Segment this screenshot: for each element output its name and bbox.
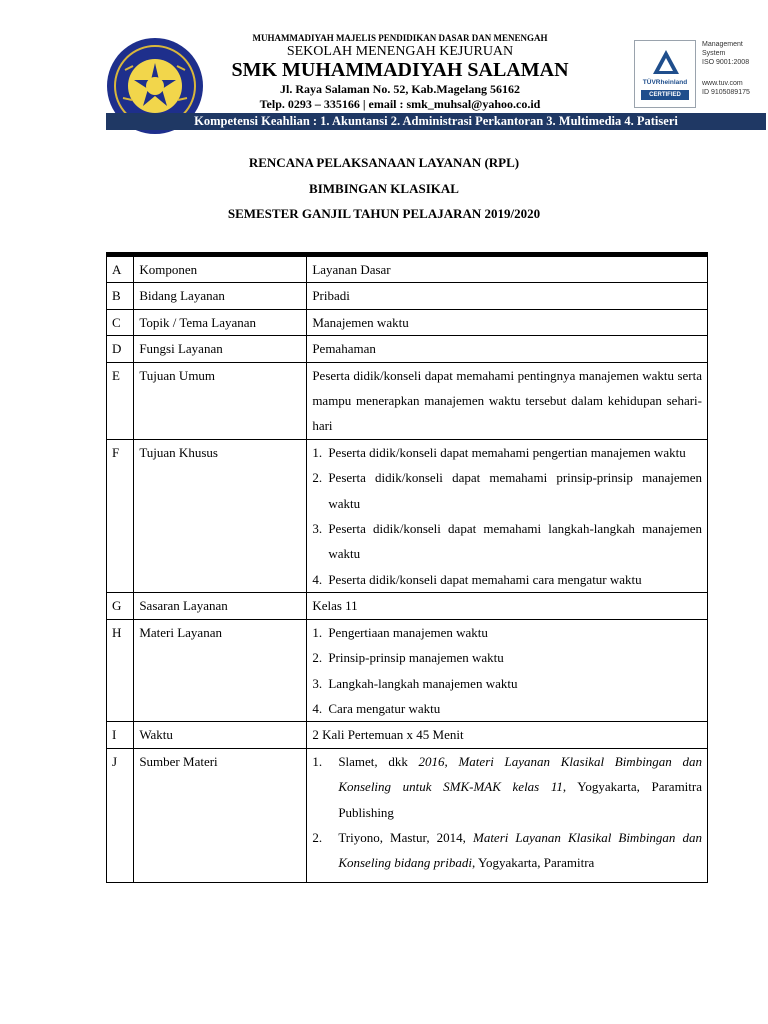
item-text: Peserta didik/konseli dapat memahami pengertian manajemen waktu	[328, 444, 686, 460]
list-item	[312, 567, 702, 592]
cert-line: System	[702, 50, 726, 57]
list-item	[312, 516, 702, 567]
source-item	[312, 749, 702, 825]
school-name: SMK MUHAMMADIYAH SALAMAN	[231, 59, 569, 81]
iso-certificate-badge	[634, 40, 766, 108]
item-number: 2.	[312, 829, 323, 845]
table-row	[107, 439, 708, 592]
row-label: Tujuan Umum	[134, 362, 307, 439]
list-item	[312, 696, 702, 721]
school-type: SEKOLAH MENENGAH KEJURUAN	[286, 44, 514, 59]
row-label: Sasaran Layanan	[134, 593, 307, 619]
document-subtitle: BIMBINGAN KLASIKAL	[309, 181, 459, 196]
row-code: G	[107, 593, 134, 619]
source-publisher: , Yogyakarta, Paramitra	[471, 855, 595, 871]
list-item	[312, 671, 702, 696]
objective-list	[312, 440, 702, 592]
item-text: Peserta didik/konseli dapat memahami cara mengatur waktu	[328, 571, 642, 587]
item-text: Pengertiaan manajemen waktu	[328, 624, 488, 640]
row-code: I	[107, 722, 134, 748]
item-number: 2.	[312, 650, 323, 666]
cert-line: Management	[702, 41, 743, 48]
plan-table	[106, 256, 708, 883]
row-code: E	[107, 362, 134, 439]
table-row	[107, 722, 708, 748]
row-label: Materi Layanan	[134, 619, 307, 722]
source-author: Slamet, dkk	[338, 753, 419, 769]
tuv-mark	[634, 40, 696, 108]
row-label: Sumber Materi	[134, 748, 307, 882]
row-value: Peserta didik/konseli dapat memahami pentingnya manajemen waktu serta mampu menerapkan manajemen waktu tersebut dalam kehidupan sehari-hari	[307, 362, 708, 439]
row-label: Tujuan Khusus	[134, 439, 307, 592]
table-row	[107, 362, 708, 439]
material-list	[312, 620, 702, 722]
document-title: RENCANA PELAKSANAAN LAYANAN (RPL)	[248, 155, 520, 170]
source-list	[312, 749, 702, 876]
row-code: C	[107, 309, 134, 335]
item-number: 2.	[312, 470, 323, 486]
row-code: H	[107, 619, 134, 722]
source-author: Triyono, Mastur, 2014,	[338, 829, 473, 845]
row-code: F	[107, 439, 134, 592]
cert-brand: TÜVRheinland	[642, 79, 688, 86]
table-row	[107, 283, 708, 309]
item-number: 1.	[312, 444, 323, 460]
item-number: 3.	[312, 675, 323, 691]
document-semester: SEMESTER GANJIL TAHUN PELAJARAN 2019/2020	[227, 206, 541, 221]
row-code: B	[107, 283, 134, 309]
table-row	[107, 593, 708, 619]
row-value: Pribadi	[307, 283, 708, 309]
row-value: Kelas 11	[307, 593, 708, 619]
row-value: Layanan Dasar	[307, 257, 708, 283]
row-label: Waktu	[134, 722, 307, 748]
row-label: Komponen	[134, 257, 307, 283]
item-text: Langkah-langkah manajemen waktu	[328, 675, 518, 691]
list-item	[312, 620, 702, 645]
cert-footer: ID 9105089175	[702, 89, 750, 96]
table-row	[107, 336, 708, 362]
item-number: 4.	[312, 700, 323, 716]
source-title: 2016, Materi Layanan Klasikal Bimbingan dan Konseling untuk SMK-MAK kelas 11	[338, 753, 702, 795]
item-number: 4.	[312, 571, 323, 587]
cert-line: ISO 9001:2008	[702, 59, 750, 66]
row-value: 2 Kali Pertemuan x 45 Menit	[307, 722, 708, 748]
competency-band	[106, 113, 766, 130]
school-contact: Telp. 0293 – 335166 | email : smk_muhsal@yahoo.co.id	[259, 97, 541, 111]
list-item	[312, 465, 702, 516]
cert-footer: www.tuv.com	[702, 80, 743, 87]
item-number: 1.	[312, 753, 323, 769]
row-code: D	[107, 336, 134, 362]
row-code: J	[107, 748, 134, 882]
row-value: Manajemen waktu	[307, 309, 708, 335]
competency-text: Kompetensi Keahlian : 1. Akuntansi 2. Administrasi Perkantoran 3. Multimedia 4. Patiseri	[194, 114, 678, 128]
source-item	[312, 825, 702, 876]
row-value: Pemahaman	[307, 336, 708, 362]
list-item	[312, 645, 702, 670]
source-publisher: , Yogyakarta, Paramitra Publishing	[338, 779, 703, 820]
list-item	[312, 440, 702, 465]
table-row	[107, 257, 708, 283]
row-code: A	[107, 257, 134, 283]
row-label: Topik / Tema Layanan	[134, 309, 307, 335]
item-number: 3.	[312, 521, 323, 537]
item-text: Peserta didik/konseli dapat memahami langkah-langkah manajemen waktu	[328, 521, 702, 562]
cert-tag: CERTIFIED	[641, 90, 689, 100]
source-title: Materi Layanan Klasikal Bimbingan dan Konseling bidang pribadi	[338, 829, 702, 871]
table-row	[107, 748, 708, 882]
row-label: Bidang Layanan	[134, 283, 307, 309]
item-text: Cara mengatur waktu	[328, 700, 441, 716]
school-address: Jl. Raya Salaman No. 52, Kab.Magelang 56162	[279, 82, 520, 96]
table-row	[107, 309, 708, 335]
item-text: Prinsip-prinsip manajemen waktu	[328, 650, 504, 666]
item-number: 1.	[312, 624, 323, 640]
item-text: Peserta didik/konseli dapat memahami prinsip-prinsip manajemen waktu	[328, 470, 702, 511]
row-label: Fungsi Layanan	[134, 336, 307, 362]
organization-name: MUHAMMADIYAH MAJELIS PENDIDIKAN DASAR DAN MENENGAH	[252, 33, 548, 43]
table-row	[107, 619, 708, 722]
triangle-icon	[652, 49, 680, 75]
